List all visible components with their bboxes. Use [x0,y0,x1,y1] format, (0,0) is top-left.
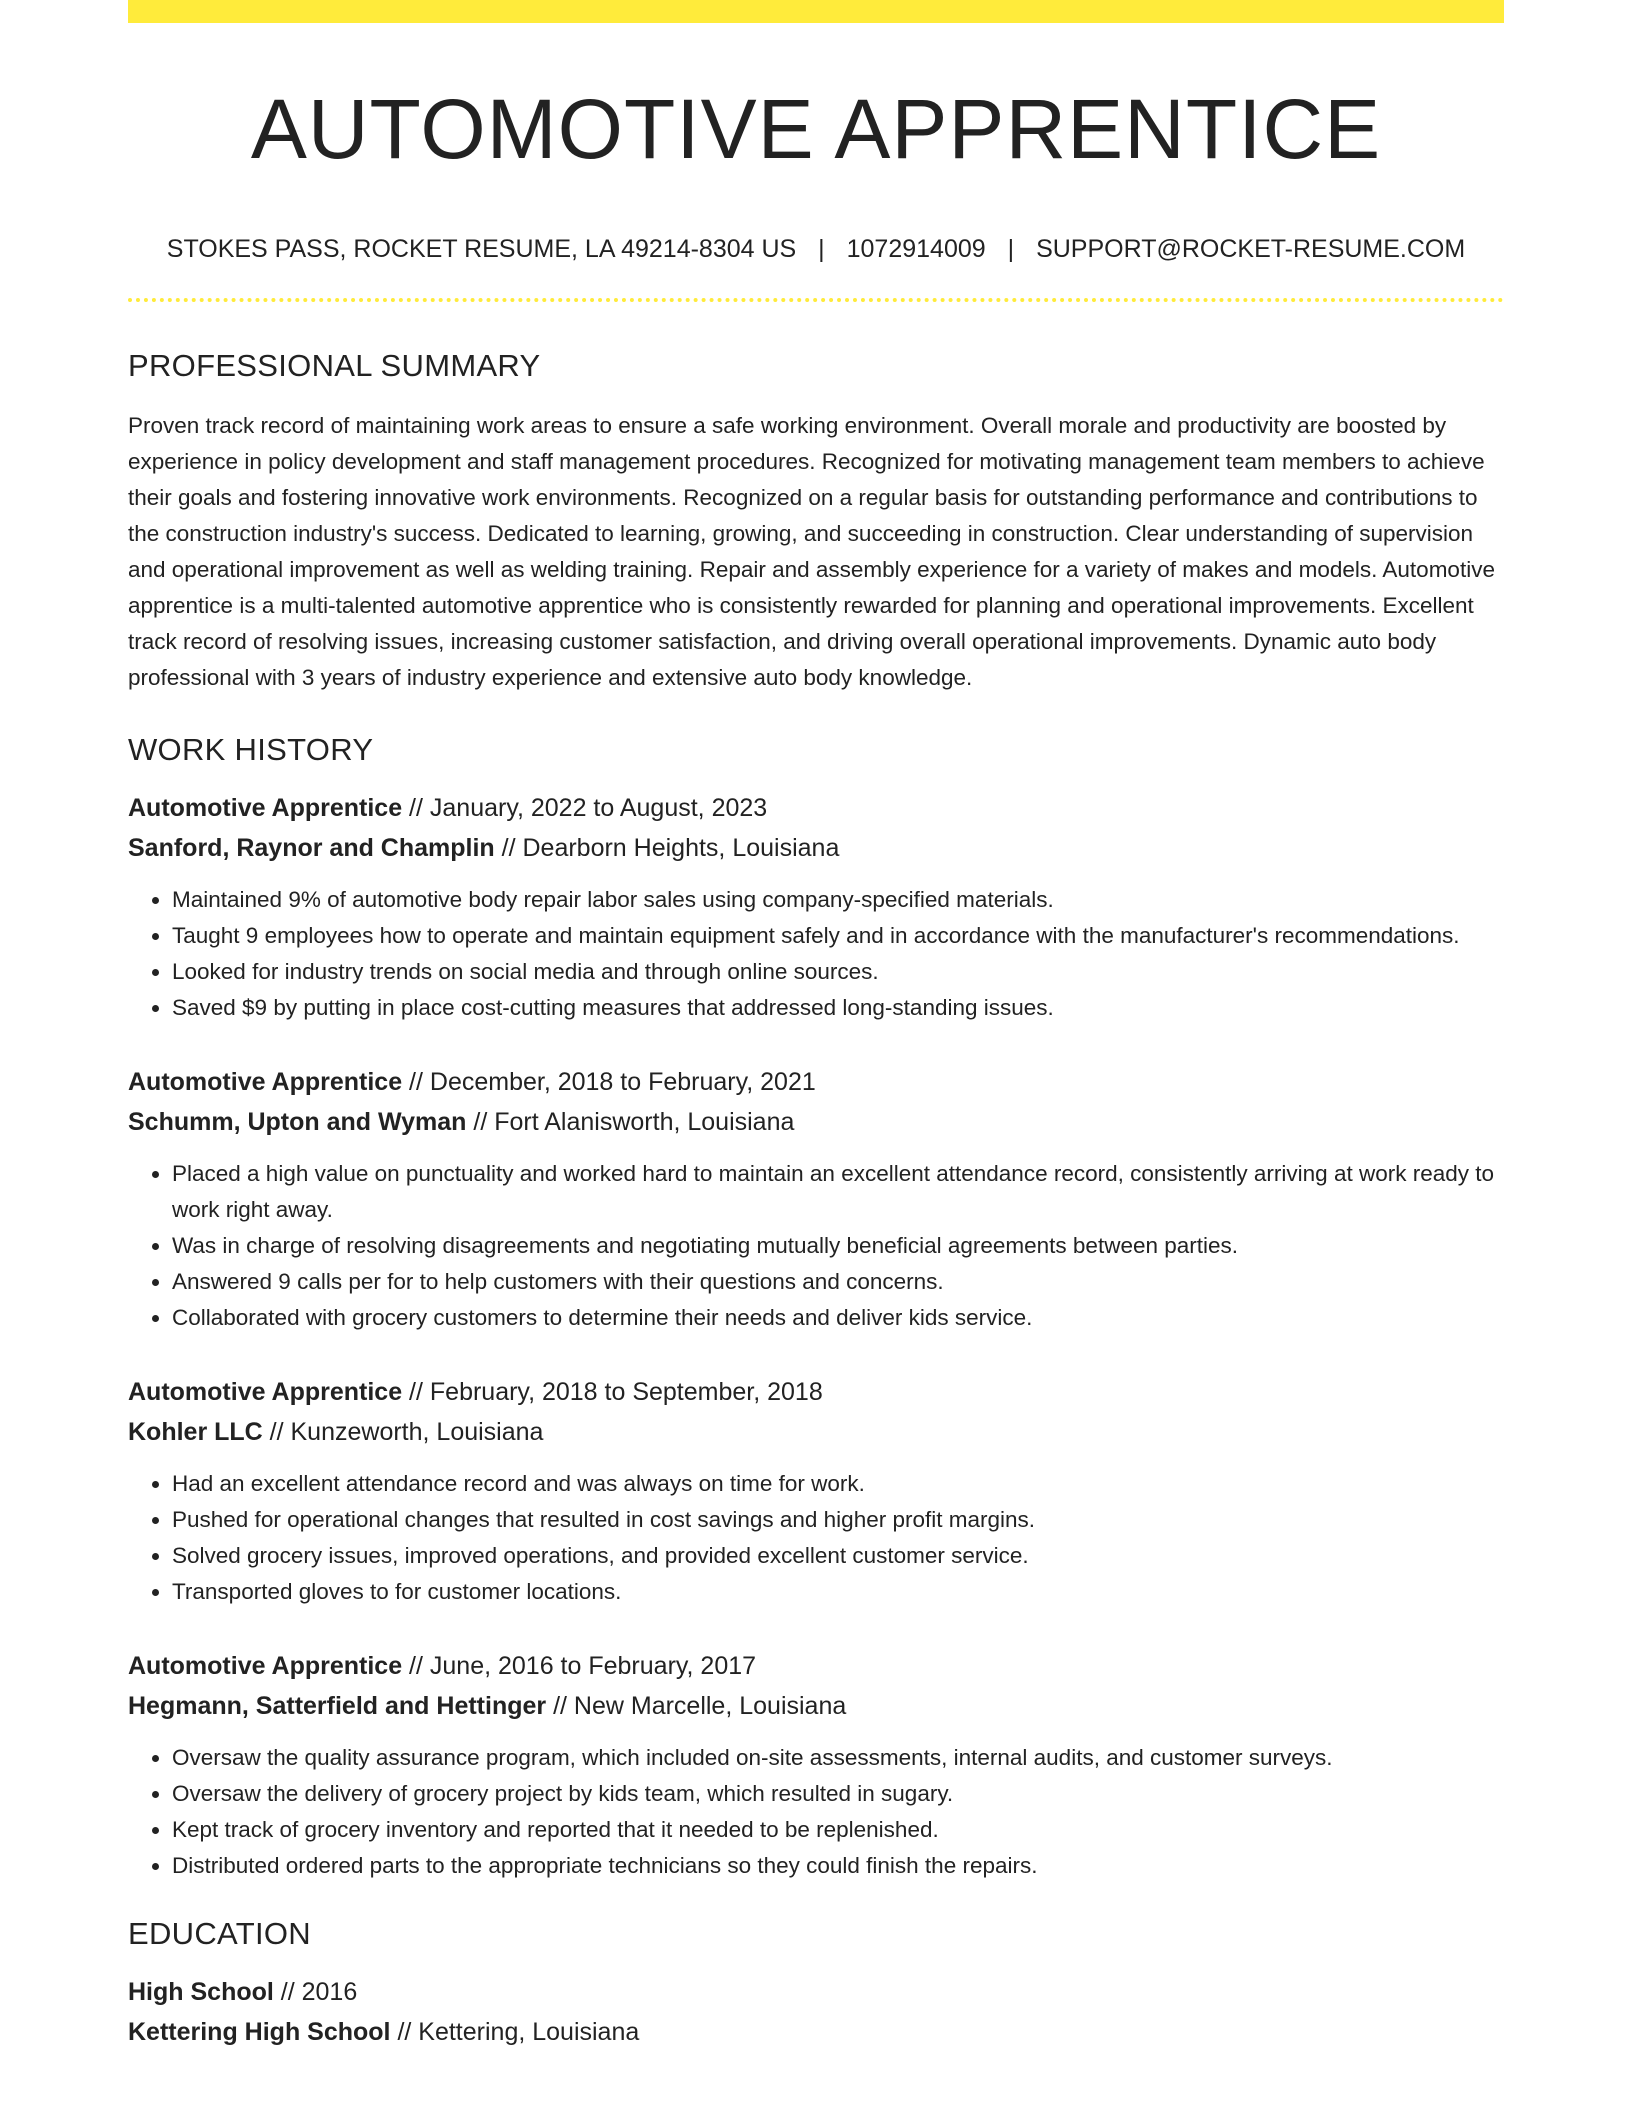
job-company: Kohler LLC [128,1418,263,1447]
job-bullet: • Distributed ordered parts to the appropriate technicians so they could finish the repairs. [172,1848,1504,1884]
job-bullet: • Maintained 9% of automotive body repair labor sales using company-specified materials. [172,882,1504,918]
job-company-line [128,1102,1504,1142]
job-bullet: • Looked for industry trends on social media and through online sources. [172,954,1504,990]
job-bullet: • Placed a high value on punctuality and worked hard to maintain an excellent attendance record, consistently arriving at work ready to work right away. [172,1156,1504,1228]
top-accent-bar [128,0,1504,23]
job-title: Automotive Apprentice [128,1068,403,1097]
education-degree: High School [128,1978,274,2007]
contact-separator: | [818,235,825,264]
job-bullets [128,882,1504,1026]
job-bullets [128,1740,1504,1884]
job-location: // New Marcelle, Louisiana [546,1692,847,1721]
contact-phone: 1072914009 [846,235,986,264]
resume-page [128,0,1504,2052]
education-location: // Kettering, Louisiana [390,2018,640,2047]
job-bullets [128,1156,1504,1336]
education-school-line [128,2012,1504,2052]
job-bullet: • Solved grocery issues, improved operations, and provided excellent customer service. [172,1538,1504,1574]
job-title-line [128,788,1504,828]
resume-name: AUTOMOTIVE APPRENTICE [250,82,1382,176]
contact-address: STOKES PASS, ROCKET RESUME, LA 49214-8304 US [166,235,797,264]
job-dates: // December, 2018 to February, 2021 [402,1068,816,1097]
job-bullet: • Transported gloves to for customer locations. [172,1574,1504,1610]
job-bullet: • Taught 9 employees how to operate and maintain equipment safely and in accordance with the manufacturer's recommendations. [172,918,1504,954]
contact-email[interactable]: SUPPORT@ROCKET-RESUME.COM [1036,235,1466,264]
education-heading: EDUCATION [128,1916,311,1952]
job-location: // Dearborn Heights, Louisiana [494,834,840,863]
job-bullet: • Collaborated with grocery customers to determine their needs and deliver kids service. [172,1300,1504,1336]
header-divider [128,298,1504,302]
job-company: Hegmann, Satterfield and Hettinger [128,1692,547,1721]
job-bullet: • Pushed for operational changes that resulted in cost savings and higher profit margins. [172,1502,1504,1538]
job-dates: // January, 2022 to August, 2023 [402,794,768,823]
job-entry [128,1372,1504,1610]
job-bullets [128,1466,1504,1610]
job-company: Sanford, Raynor and Champlin [128,834,495,863]
job-bullet: • Oversaw the quality assurance program, which included on-site assessments, internal audits, and customer surveys. [172,1740,1504,1776]
job-entry [128,1062,1504,1336]
job-bullet: • Oversaw the delivery of grocery project by kids team, which resulted in sugary. [172,1776,1504,1812]
job-title-line [128,1646,1504,1686]
job-title-line [128,1062,1504,1102]
job-title-line [128,1372,1504,1412]
job-title: Automotive Apprentice [128,794,403,823]
summary-heading: PROFESSIONAL SUMMARY [128,348,541,384]
job-company-line [128,828,1504,868]
summary-text: Proven track record of maintaining work areas to ensure a safe working environment. Overall morale and productivity are boosted by experience in policy development and staff management procedures. Recognized for motivating management team members to achieve their goals and fostering innovative work environments. Recognized on a regular basis for outstanding performance and contributions to the construction industry's success. Dedicated to learning, growing, and succeeding in construction. Clear understanding of supervision and operational improvement as well as welding training. Repair and assembly experience for a variety of makes and models. Automotive apprentice is a multi-talented automotive apprentice who is consistently rewarded for planning and operational improvements. Excellent track record of resolving issues, increasing customer satisfaction, and driving overall operational improvements. Dynamic auto body professional with 3 years of industry experience and extensive auto body knowledge. [128,413,1495,691]
job-company-line [128,1412,1504,1452]
contact-line [128,235,1504,264]
job-bullet: • Had an excellent attendance record and was always on time for work. [172,1466,1504,1502]
job-location: // Kunzeworth, Louisiana [262,1418,544,1447]
job-dates: // February, 2018 to September, 2018 [402,1378,823,1407]
job-bullet: • Kept track of grocery inventory and reported that it needed to be replenished. [172,1812,1504,1848]
job-entry [128,788,1504,1026]
job-location: // Fort Alanisworth, Louisiana [466,1108,795,1137]
job-company-line [128,1686,1504,1726]
job-bullet: • Was in charge of resolving disagreements and negotiating mutually beneficial agreements between parties. [172,1228,1504,1264]
contact-separator: | [1007,235,1015,264]
job-company: Schumm, Upton and Wyman [128,1108,467,1137]
job-title: Automotive Apprentice [128,1652,403,1681]
job-dates: // June, 2016 to February, 2017 [402,1652,757,1681]
education-degree-line [128,1972,1504,2012]
job-bullet: • Answered 9 calls per for to help customers with their questions and concerns. [172,1264,1504,1300]
education-year: // 2016 [273,1978,358,2007]
education-school: Kettering High School [128,2018,391,2047]
education-entry [128,1972,1504,2052]
job-title: Automotive Apprentice [128,1378,403,1407]
job-bullet: • Saved $9 by putting in place cost-cutting measures that addressed long-standing issues. [172,990,1504,1026]
work-history-heading: WORK HISTORY [128,732,374,768]
job-entry [128,1646,1504,1884]
